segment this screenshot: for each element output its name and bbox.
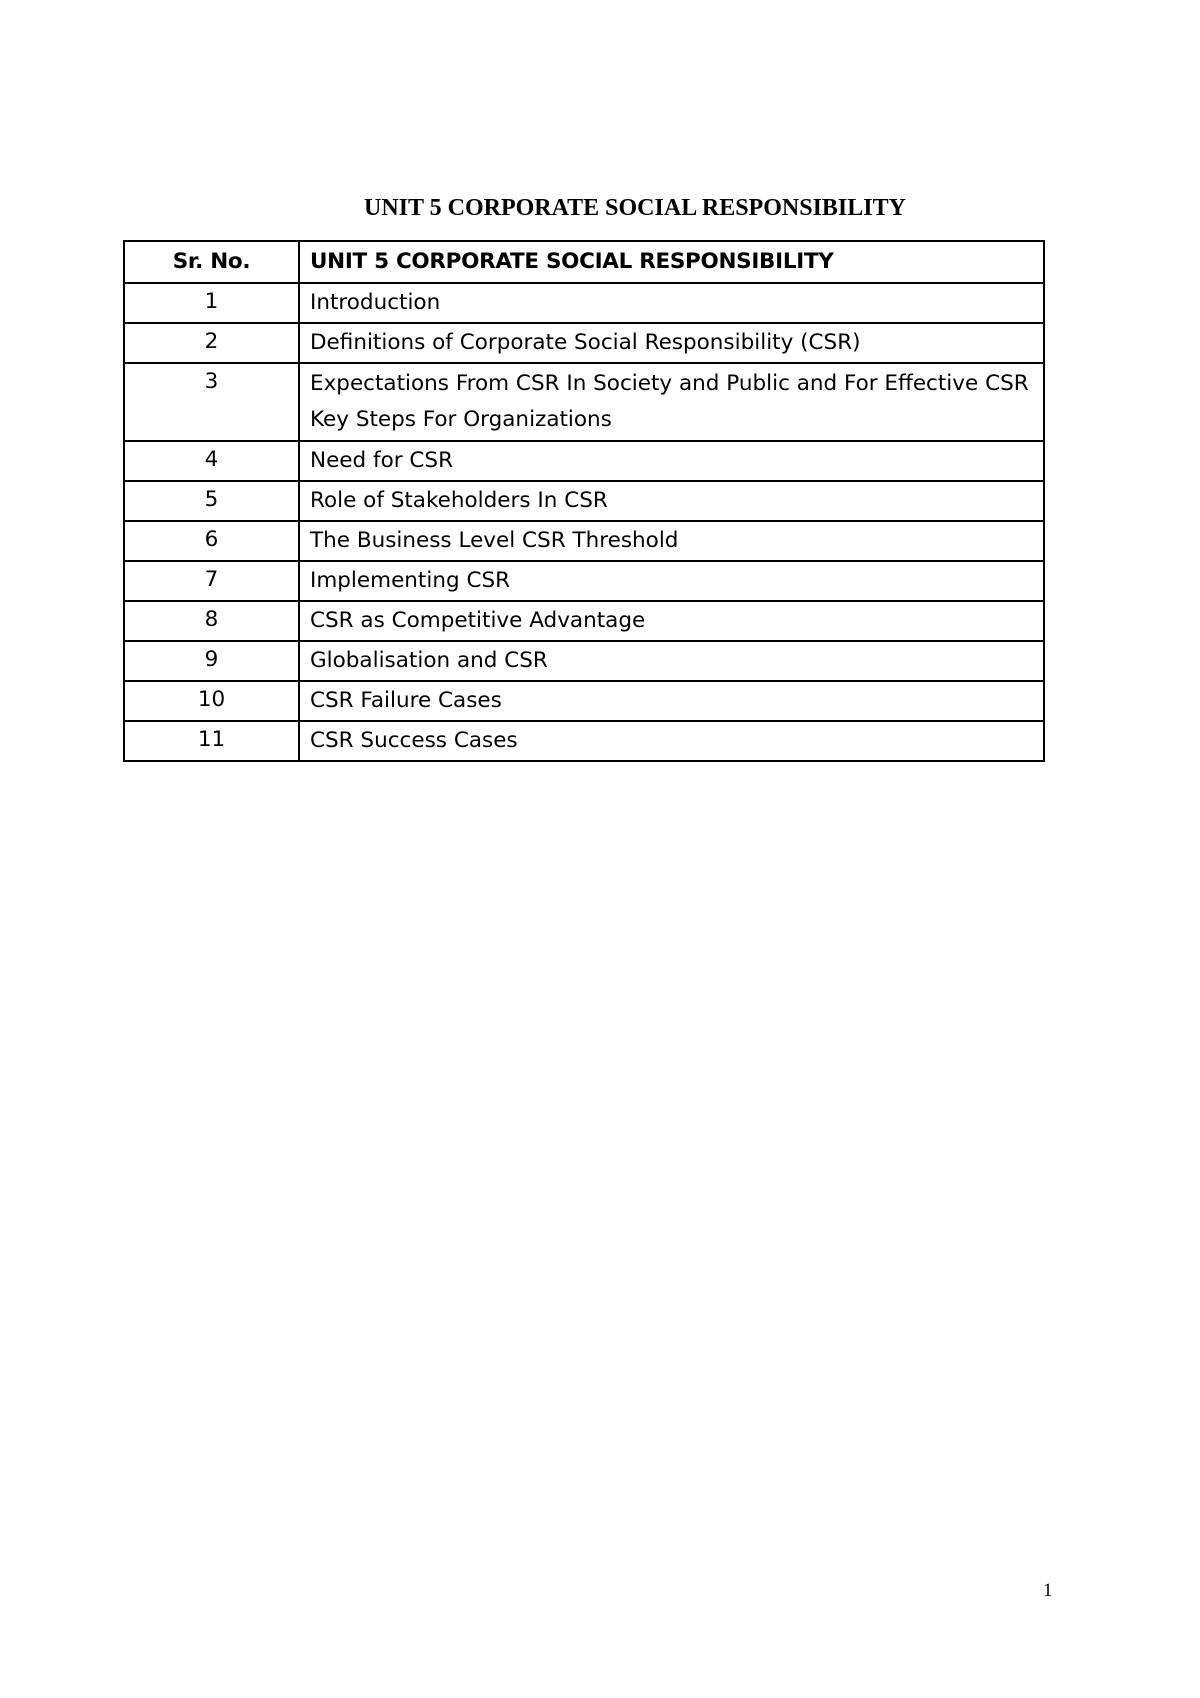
row-topic: Expectations From CSR In Society and Public and For Effective CSR Key Steps For Organizations (299, 363, 1044, 441)
row-number: 5 (124, 481, 299, 521)
table-row (124, 681, 1044, 721)
table-row (124, 283, 1044, 323)
row-number: 11 (124, 721, 299, 761)
header-topic: UNIT 5 CORPORATE SOCIAL RESPONSIBILITY (299, 241, 1044, 283)
row-number: 6 (124, 521, 299, 561)
table-row (124, 323, 1044, 363)
row-number: 9 (124, 641, 299, 681)
table-row (124, 721, 1044, 761)
table-row (124, 641, 1044, 681)
row-number: 1 (124, 283, 299, 323)
row-topic: CSR Success Cases (299, 721, 1044, 761)
table-row (124, 521, 1044, 561)
row-topic: CSR Failure Cases (299, 681, 1044, 721)
table-row (124, 601, 1044, 641)
table-row (124, 481, 1044, 521)
row-number: 7 (124, 561, 299, 601)
row-topic: Role of Stakeholders In CSR (299, 481, 1044, 521)
row-number: 10 (124, 681, 299, 721)
row-number: 3 (124, 363, 299, 441)
table-header-row (124, 241, 1044, 283)
row-topic: CSR as Competitive Advantage (299, 601, 1044, 641)
row-topic: Globalisation and CSR (299, 641, 1044, 681)
page-title: UNIT 5 CORPORATE SOCIAL RESPONSIBILITY (364, 195, 906, 221)
table-row (124, 363, 1044, 441)
page-number: 1 (1043, 1580, 1053, 1601)
row-number: 4 (124, 441, 299, 481)
row-number: 2 (124, 323, 299, 363)
row-number: 8 (124, 601, 299, 641)
table-row (124, 441, 1044, 481)
contents-table (123, 240, 1045, 762)
row-topic: Need for CSR (299, 441, 1044, 481)
row-topic: The Business Level CSR Threshold (299, 521, 1044, 561)
row-topic: Definitions of Corporate Social Responsibility (CSR) (299, 323, 1044, 363)
row-topic: Implementing CSR (299, 561, 1044, 601)
row-topic: Introduction (299, 283, 1044, 323)
table-row (124, 561, 1044, 601)
header-sr-no: Sr. No. (124, 241, 299, 283)
